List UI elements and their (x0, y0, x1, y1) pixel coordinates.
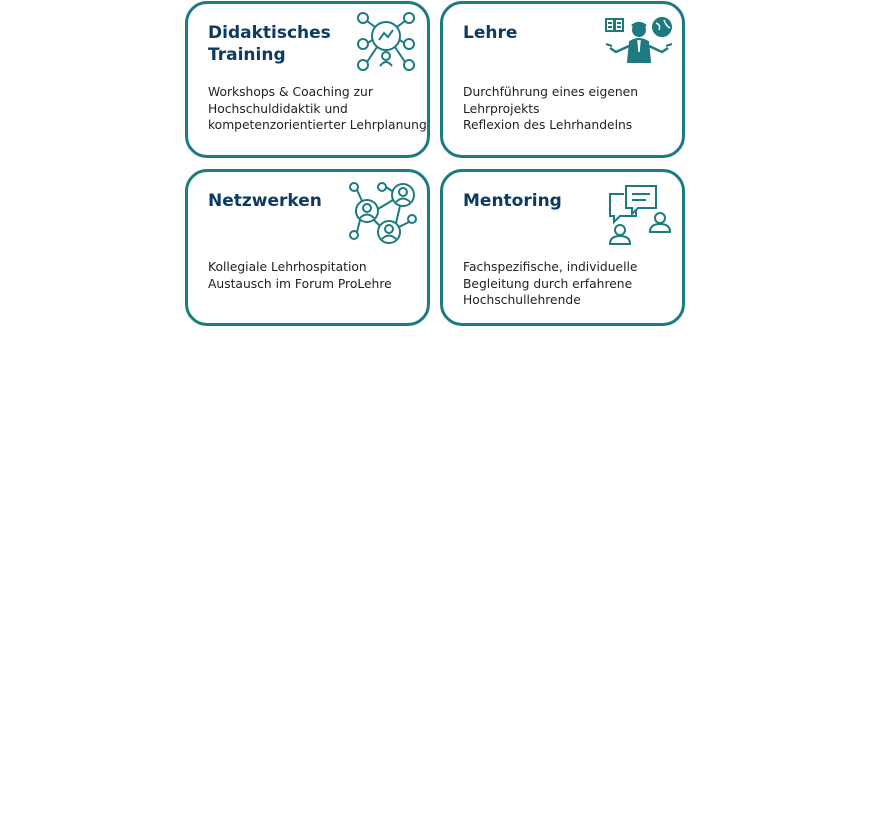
description-line: kompetenzorientierter Lehrplanung (208, 118, 427, 132)
card-didaktisches-training (185, 1, 430, 158)
card-title: Mentoring (463, 191, 562, 211)
description-line: Workshops & Coaching zur (208, 85, 373, 99)
description-line: Kollegiale Lehrhospitation (208, 260, 367, 274)
card-description (463, 84, 681, 134)
description-line: Austausch im Forum ProLehre (208, 276, 392, 291)
card-description (208, 84, 426, 134)
card-mentoring (440, 169, 685, 326)
description-line: Fachspezifische, individuelle (463, 260, 638, 274)
description-line: Hochschullehrende (463, 293, 581, 307)
card-lehre (440, 1, 685, 158)
people-network-icon (349, 181, 419, 245)
card-title: Lehre (463, 23, 518, 43)
description-line: Reflexion des Lehrhandelns (463, 118, 633, 132)
card-title: Netzwerken (208, 191, 322, 211)
teacher-icon (604, 16, 674, 64)
training-network-icon (353, 10, 419, 72)
description-line: Begleitung durch erfahrene (463, 276, 633, 291)
card-description (463, 259, 681, 309)
card-netzwerken (185, 169, 430, 326)
card-title: Didaktisches Training (208, 23, 331, 65)
description-line: Hochschuldidaktik und (208, 101, 348, 116)
chat-people-icon (606, 182, 674, 246)
description-line: Lehrprojekts (463, 101, 540, 116)
card-description (208, 259, 426, 292)
description-line: Durchführung eines eigenen (463, 85, 639, 99)
